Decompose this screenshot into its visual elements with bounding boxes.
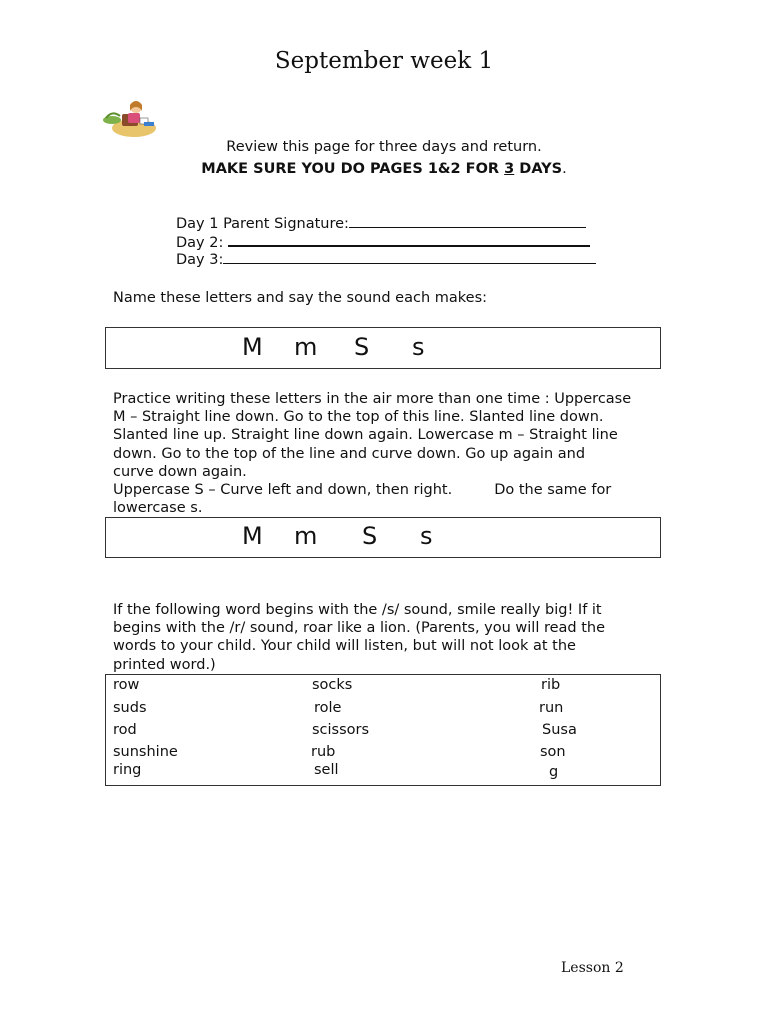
- make-sure-text: MAKE SURE YOU DO PAGES 1&2 FOR: [201, 161, 505, 177]
- day2-signature-label: Day 2:: [176, 235, 224, 251]
- day3-signature-line[interactable]: [223, 249, 596, 264]
- word-cell: son: [540, 744, 566, 760]
- sound-line: If the following word begins with the /s/ sound, smile really big! If it: [113, 602, 602, 618]
- letter-lowercase-s: s: [420, 522, 433, 550]
- practice-same-lowercase: Do the same for: [494, 482, 612, 499]
- word-cell: rod: [113, 722, 137, 738]
- practice-line: [113, 481, 653, 499]
- word-cell: sunshine: [113, 744, 178, 760]
- word-cell: rub: [311, 744, 336, 760]
- sound-line: printed word.): [113, 656, 216, 673]
- letters-box-1: [105, 327, 661, 369]
- word-cell: role: [314, 700, 342, 716]
- word-cell: scissors: [312, 722, 370, 738]
- letter-uppercase-m: M: [242, 522, 263, 550]
- day2-signature-row: [176, 231, 590, 251]
- make-sure-instruction: [0, 161, 768, 177]
- sound-instructions: [113, 601, 653, 674]
- word-cell: suds: [113, 700, 147, 716]
- lesson-footer: Lesson 2: [561, 960, 624, 976]
- word-table: [105, 674, 661, 786]
- word-cell: socks: [312, 677, 353, 693]
- day3-signature-row: [176, 249, 596, 268]
- letters-box-2: [105, 517, 661, 558]
- word-cell: ring: [113, 762, 142, 778]
- word-cell: Susa: [542, 722, 577, 738]
- word-cell: row: [113, 677, 140, 693]
- page-title: September week 1: [274, 48, 494, 74]
- letter-uppercase-m: M: [242, 333, 263, 361]
- word-cell: rib: [541, 677, 561, 693]
- review-instruction: Review this page for three days and return.: [226, 139, 542, 155]
- name-letters-prompt: Name these letters and say the sound each makes:: [113, 290, 488, 306]
- letter-lowercase-s: s: [412, 333, 425, 361]
- days-count: 3: [504, 161, 515, 177]
- day1-signature-line[interactable]: [349, 213, 586, 228]
- sound-line: begins with the /r/ sound, roar like a lion. (Parents, you will read the: [113, 620, 606, 637]
- practice-line: down. Go to the top of the line and curve down. Go up again and: [113, 445, 586, 462]
- letter-uppercase-s: S: [362, 522, 378, 550]
- sound-line: words to your child. Your child will listen, but will not look at the: [113, 638, 576, 655]
- word-cell: run: [539, 700, 564, 716]
- make-sure-days: DAYS: [514, 161, 563, 177]
- letter-uppercase-s: S: [354, 333, 370, 361]
- day2-signature-line[interactable]: [228, 231, 590, 247]
- practice-line: Slanted line up. Straight line down again. Lowercase m – Straight line: [113, 427, 618, 444]
- girl-reading-clipart-icon: [100, 96, 160, 140]
- day3-signature-label: Day 3:: [176, 252, 224, 268]
- word-cell: sell: [314, 762, 339, 778]
- make-sure-period: .: [562, 161, 567, 177]
- practice-line: Practice writing these letters in the air more than one time : Uppercase: [113, 391, 632, 407]
- day1-signature-label: Day 1 Parent Signature:: [176, 216, 349, 232]
- letter-lowercase-m: m: [294, 333, 318, 361]
- word-cell: g: [549, 764, 559, 780]
- practice-line: curve down again.: [113, 463, 247, 480]
- day1-signature-row: [176, 213, 586, 232]
- practice-line: M – Straight line down. Go to the top of this line. Slanted line down.: [113, 409, 604, 426]
- practice-instructions: [113, 390, 653, 517]
- practice-line: lowercase s.: [113, 500, 203, 517]
- practice-uppercase-s: Uppercase S – Curve left and down, then right.: [113, 482, 453, 499]
- letter-lowercase-m: m: [294, 522, 318, 550]
